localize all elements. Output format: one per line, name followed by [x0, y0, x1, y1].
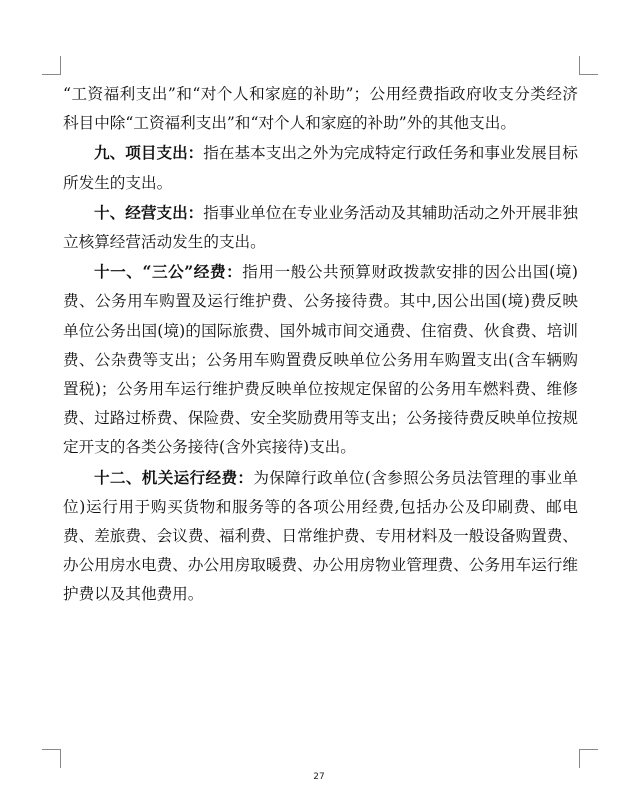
paragraph-heading: 九、项目支出：	[94, 143, 204, 163]
paragraph-text: 指用一般公共预算财政拨款安排的因公出国(境)费、公务用车购置及运行维护费、公务接待费。其中,因公出国(境)费反映单位公务出国(境)的国际旅费、国外城市间交通费、住宿费、伙食费、培训费、公杂费等支出；公务用车购置费反映单位公务用车购置支出(含车辆购置税)；公务用车运行维护费反映单位按规定保留的公务用车燃料费、维修费、过路过桥费、保险费、安全奖励费用等支出；公务接待费反映单位按规定开支的各类公务接待(含外宾接待)支出。	[63, 263, 578, 457]
paragraph-heading: 十二、机关运行经费：	[94, 467, 254, 487]
paragraph-heading: 十、经营支出：	[94, 202, 204, 222]
paragraph-operating-expenditure	[63, 198, 578, 257]
paragraph-heading: 十一、“三公”经费：	[94, 262, 243, 282]
crop-mark-bottom-right	[579, 749, 598, 768]
paragraph-text: “工资福利支出”和“对个人和家庭的补助”；公用经费指政府收支分类经济科目中除“工资福利支出”和“对个人和家庭的补助”外的其他支出。	[63, 85, 578, 133]
paragraph-three-public-funds	[63, 257, 578, 462]
paragraph-continuation	[63, 80, 578, 138]
paragraph-agency-operating-funds	[63, 463, 578, 610]
paragraph-text: 指在基本支出之外为完成特定行政任务和事业发展目标所发生的支出。	[63, 144, 578, 192]
page-number: 27	[313, 772, 325, 782]
paragraph-text: 为保障行政单位(含参照公务员法管理的事业单位)运行用于购买货物和服务等的各项公用经费,包括办公及印刷费、邮电费、差旅费、会议费、福利费、日常维护费、专用材料及一般设备购置费、办公用房水电费、办公用房取暖费、办公用房物业管理费、公务用车运行维护费以及其他费用。	[63, 468, 578, 604]
paragraph-text: 指事业单位在专业业务活动及其辅助活动之外开展非独立核算经营活动发生的支出。	[63, 203, 578, 252]
crop-mark-bottom-left	[42, 749, 61, 768]
paragraph-project-expenditure	[63, 138, 578, 197]
crop-mark-top-left	[42, 56, 61, 75]
document-body	[63, 80, 578, 610]
crop-mark-top-right	[579, 56, 598, 75]
